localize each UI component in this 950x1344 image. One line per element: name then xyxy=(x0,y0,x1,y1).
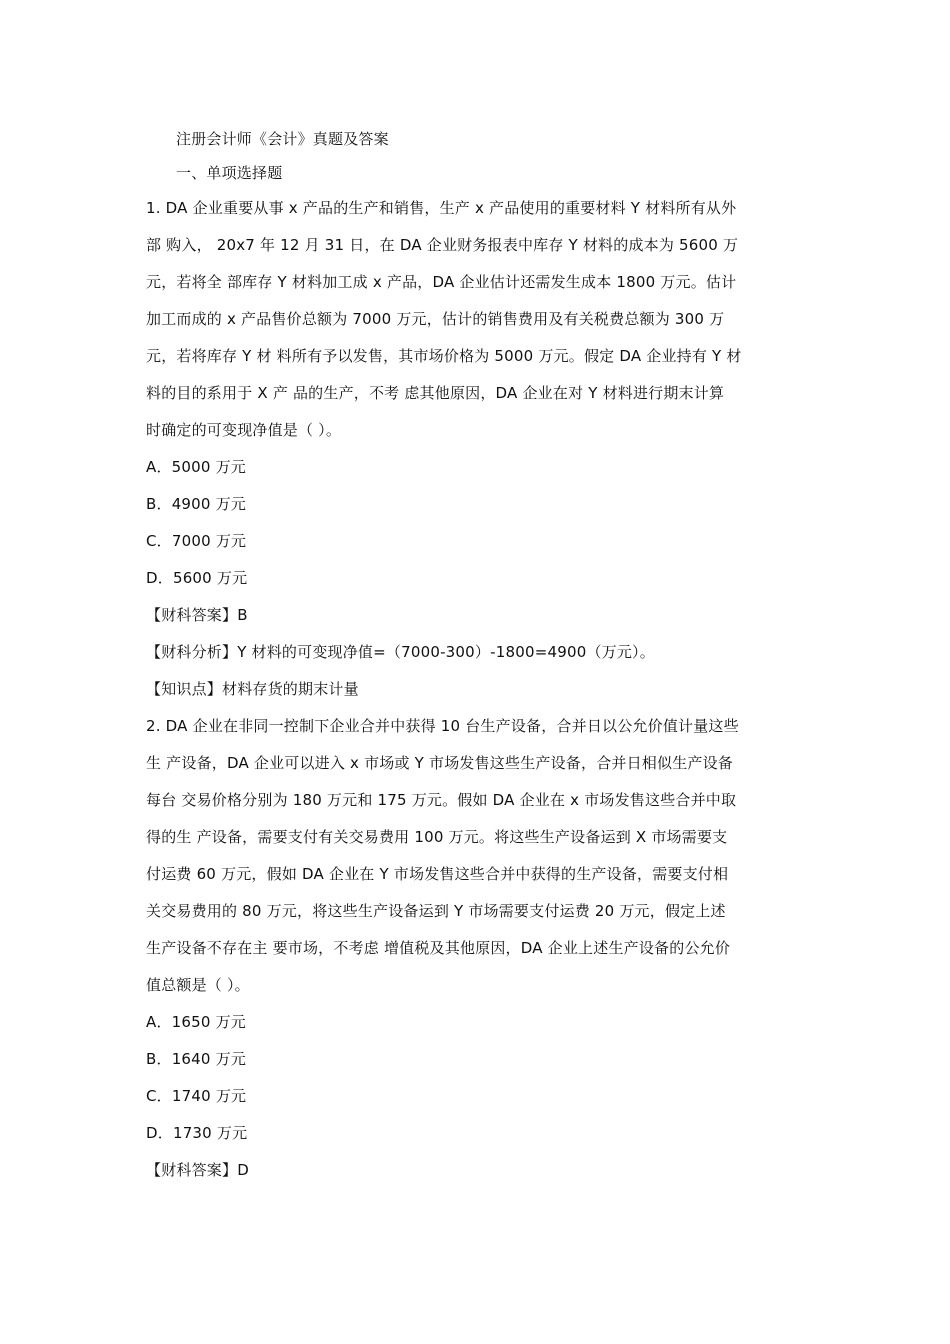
document-title: 注册会计师《会计》真题及答案 xyxy=(176,130,389,148)
question-stem-line: 时确定的可变现净值是（ ）。 xyxy=(146,421,342,439)
question-stem-line: 生产设备不存在主 要市场，不考虑 增值税及其他原因，DA 企业上述生产设备的公允价 xyxy=(146,939,731,957)
option-d: D．1730 万元 xyxy=(146,1124,248,1142)
question-stem-line: 元，若将库存 Y 材 料所有予以发售，其市场价格为 5000 万元。假定 DA 企业持有 Y 材 xyxy=(146,347,742,365)
option-a: A．1650 万元 xyxy=(146,1013,247,1031)
question-stem-line: 部 购入， 20x7 年 12 月 31 日，在 DA 企业财务报表中库存 Y 材料的成本为 5600 万 xyxy=(146,236,739,254)
knowledge-point-line: 【知识点】材料存货的期末计量 xyxy=(146,680,359,698)
question-stem-line: 1. DA 企业重要从事 x 产品的生产和销售，生产 x 产品使用的重要材料 Y 材料所有从外 xyxy=(146,199,737,217)
answer-line: 【财科答案】D xyxy=(146,1161,249,1179)
question-stem-line: 2. DA 企业在非同一控制下企业合并中获得 10 台生产设备，合并日以公允价值计量这些 xyxy=(146,717,739,735)
section-heading: 一、单项选择题 xyxy=(176,164,283,182)
option-d: D．5600 万元 xyxy=(146,569,248,587)
analysis-line: 【财科分析】Y 材料的可变现净值=（7000-300）-1800=4900（万元）。 xyxy=(146,643,655,661)
question-stem-line: 加工而成的 x 产品售价总额为 7000 万元，估计的销售费用及有关税费总额为 300 万 xyxy=(146,310,725,328)
question-stem-line: 付运费 60 万元，假如 DA 企业在 Y 市场发售这些合并中获得的生产设备，需要支付相 xyxy=(146,865,729,883)
question-stem-line: 元，若将全 部库存 Y 材料加工成 x 产品，DA 企业估计还需发生成本 1800 万元。估计 xyxy=(146,273,737,291)
option-b: B．4900 万元 xyxy=(146,495,247,513)
option-c: C．1740 万元 xyxy=(146,1087,247,1105)
question-stem-line: 关交易费用的 80 万元，将这些生产设备运到 Y 市场需要支付运费 20 万元，假定上述 xyxy=(146,902,726,920)
document-content xyxy=(146,122,790,1189)
question-stem-line: 得的生 产设备，需要支付有关交易费用 100 万元。将这些生产设备运到 X 市场需要支 xyxy=(146,828,728,846)
question-stem-line: 值总额是（ ）。 xyxy=(146,976,250,994)
question-stem-line: 料的目的系用于 X 产 品的生产，不考 虑其他原因，DA 企业在对 Y 材料进行期末计算 xyxy=(146,384,725,402)
question-stem-line: 生 产设备，DA 企业可以进入 x 市场或 Y 市场发售这些生产设备，合并日相似生产设备 xyxy=(146,754,733,772)
option-b: B．1640 万元 xyxy=(146,1050,247,1068)
question-1 xyxy=(146,190,790,708)
question-stem-line: 每台 交易价格分别为 180 万元和 175 万元。假如 DA 企业在 x 市场发售这些合并中取 xyxy=(146,791,737,809)
option-c: C．7000 万元 xyxy=(146,532,247,550)
question-2 xyxy=(146,708,790,1189)
answer-line: 【财科答案】B xyxy=(146,606,248,624)
option-a: A．5000 万元 xyxy=(146,458,247,476)
